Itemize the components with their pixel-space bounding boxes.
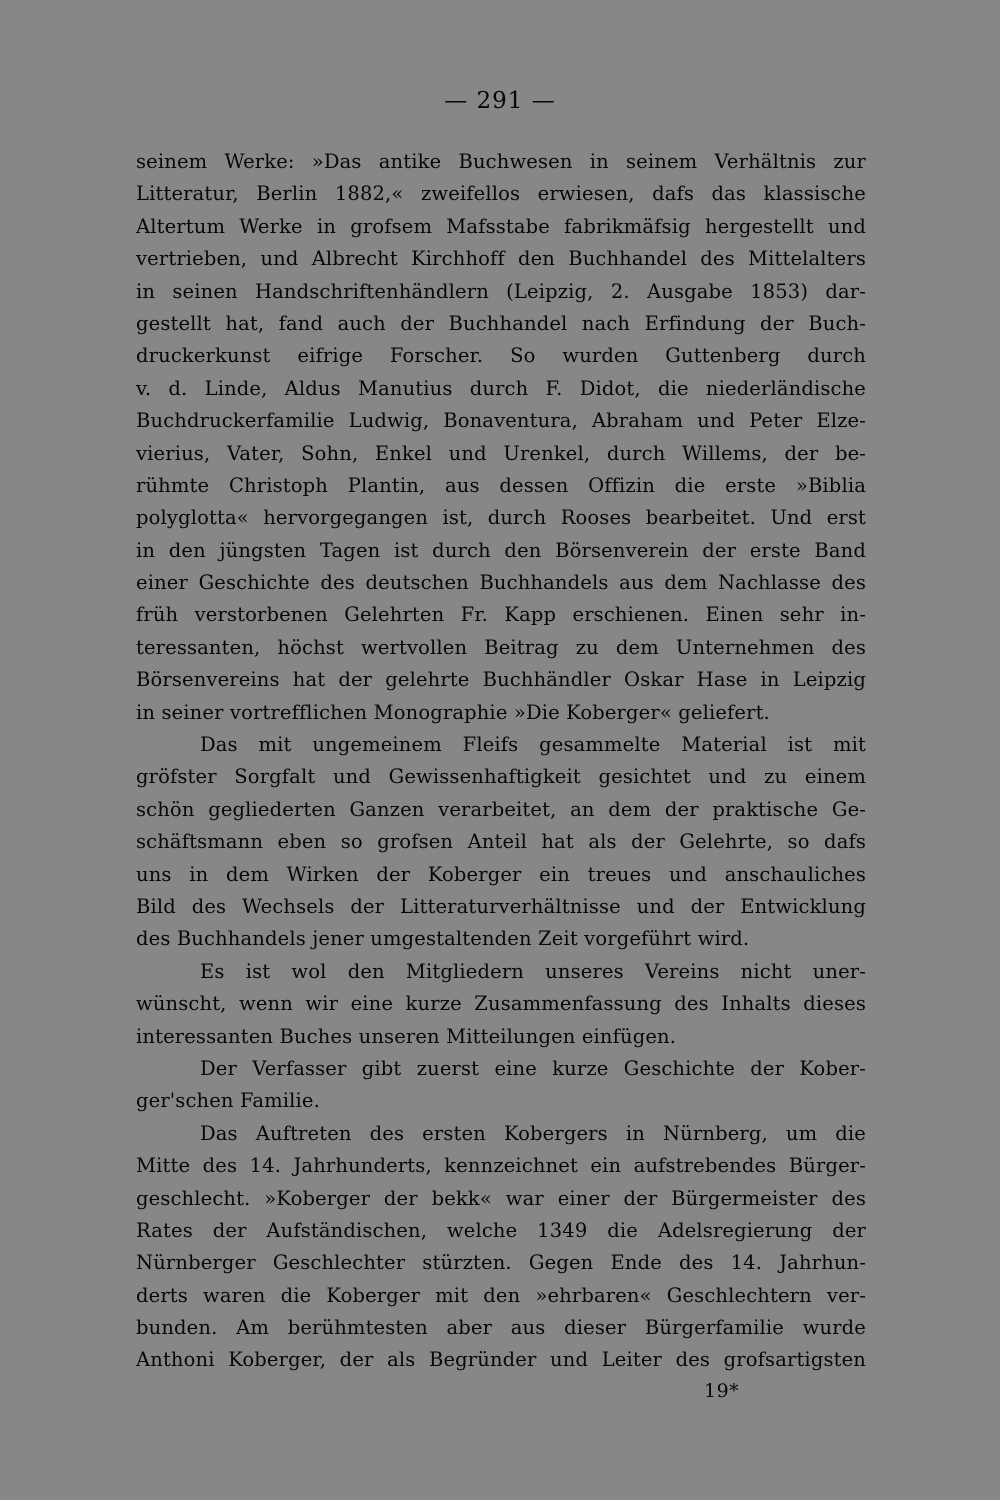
- text-line: Litteratur, Berlin 1882,« zweifellos erwiesen, dafs das klassische: [136, 182, 866, 206]
- text-line: in den jüngsten Tagen ist durch den Börsenverein der erste Band: [136, 538, 866, 562]
- text-line: Es ist wol den Mitgliedern unseres Vereins nicht uner-: [200, 959, 866, 983]
- signature-mark: 19*: [704, 1380, 740, 1402]
- page-number: — 291 —: [444, 88, 556, 114]
- text-line: teressanten, höchst wertvollen Beitrag zu dem Unternehmen des: [136, 635, 866, 659]
- text-line: des Buchhandels jener umgestaltenden Zeit vorgeführt wird.: [136, 927, 750, 951]
- text-line: Altertum Werke in grofsem Mafsstabe fabrikmäfsig hergestellt und: [136, 214, 866, 238]
- text-line: wünscht, wenn wir eine kurze Zusammenfassung des Inhalts dieses: [136, 992, 866, 1016]
- text-line: rühmte Christoph Plantin, aus dessen Offizin die erste »Biblia: [136, 473, 866, 497]
- text-line: Buchdruckerfamilie Ludwig, Bonaventura, Abraham und Peter Elze-: [136, 409, 866, 433]
- text-line: seinem Werke: »Das antike Buchwesen in seinem Verhältnis zur: [136, 150, 866, 173]
- text-line: derts waren die Koberger mit den »ehrbaren« Geschlechtern ver-: [136, 1283, 866, 1307]
- text-line: Der Verfasser gibt zuerst eine kurze Geschichte der Kober-: [200, 1056, 866, 1080]
- text-line: polyglotta« hervorgegangen ist, durch Rooses bearbeitet. Und erst: [136, 506, 866, 530]
- text-line: in seinen Handschriftenhändlern (Leipzig, 2. Ausgabe 1853) dar-: [136, 279, 866, 303]
- text-line: geschlecht. »Koberger der bekk« war einer der Bürgermeister des: [136, 1186, 866, 1210]
- text-line: gestellt hat, fand auch der Buchhandel nach Erfindung der Buch-: [136, 311, 866, 335]
- text-line: Mitte des 14. Jahrhunderts, kennzeichnet ein aufstrebendes Bürger-: [136, 1154, 866, 1178]
- text-line: Das mit ungemeinem Fleifs gesammelte Material ist mit: [200, 733, 866, 757]
- text-line: uns in dem Wirken der Koberger ein treues und anschauliches: [136, 862, 866, 886]
- text-line: bunden. Am berühmtesten aber aus dieser Bürgerfamilie wurde: [136, 1316, 866, 1340]
- text-line: früh verstorbenen Gelehrten Fr. Kapp erschienen. Einen sehr in-: [136, 603, 866, 627]
- text-line: Anthoni Koberger, der als Begründer und Leiter des grofsartigsten: [136, 1348, 866, 1372]
- text-line: schön gegliederten Ganzen verarbeitet, an dem der praktische Ge-: [136, 797, 866, 821]
- text-line: druckerkunst eifrige Forscher. So wurden Guttenberg durch: [136, 344, 866, 368]
- text-line: Börsenvereins hat der gelehrte Buchhändler Oskar Hase in Leipzig: [136, 668, 866, 692]
- text-line: gröfster Sorgfalt und Gewissenhaftigkeit gesichtet und zu einem: [136, 765, 866, 789]
- text-line: Rates der Aufständischen, welche 1349 die Adelsregierung der: [136, 1218, 866, 1242]
- text-line: v. d. Linde, Aldus Manutius durch F. Didot, die niederländische: [136, 376, 866, 400]
- text-line: vertrieben, und Albrecht Kirchhoff den Buchhandel des Mittelalters: [136, 247, 866, 271]
- text-line: vierius, Vater, Sohn, Enkel und Urenkel, durch Willems, der be-: [136, 441, 866, 465]
- text-line: Das Auftreten des ersten Kobergers in Nürnberg, um die: [200, 1121, 866, 1145]
- text-line: in seiner vortrefflichen Monographie »Die Koberger« geliefert.: [136, 700, 770, 724]
- text-line: ger'schen Familie.: [136, 1089, 320, 1113]
- text-line: Nürnberger Geschlechter stürzten. Gegen Ende des 14. Jahrhun-: [136, 1251, 866, 1275]
- text-line: einer Geschichte des deutschen Buchhandels aus dem Nachlasse des: [136, 571, 866, 595]
- text-line: interessanten Buches unseren Mitteilungen einfügen.: [136, 1024, 677, 1048]
- text-line: schäftsmann eben so grofsen Anteil hat als der Gelehrte, so dafs: [136, 830, 866, 854]
- body-text: [136, 146, 866, 1377]
- text-line: Bild des Wechsels der Litteraturverhältnisse und der Entwicklung: [136, 894, 866, 918]
